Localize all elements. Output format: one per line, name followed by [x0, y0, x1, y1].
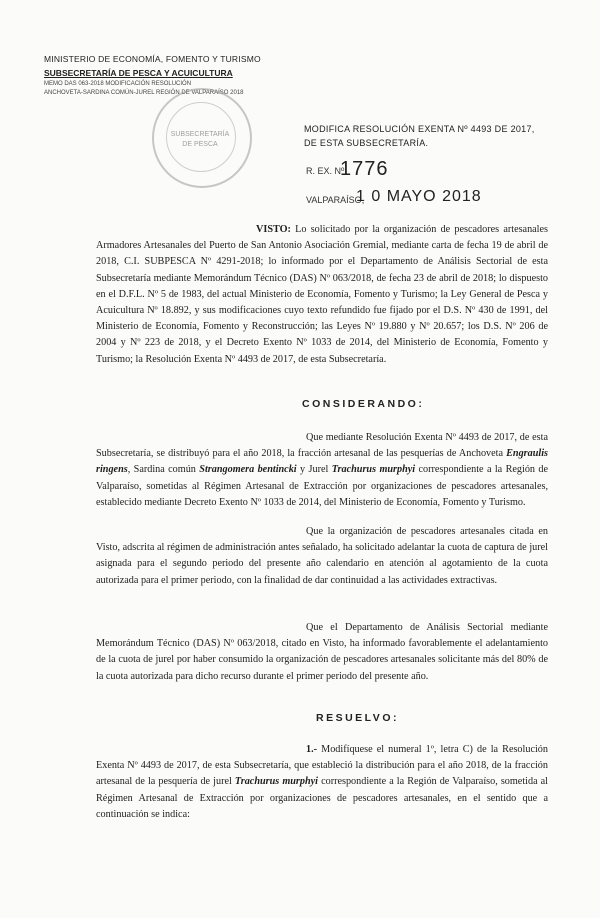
- reference-line-1: MODIFICA RESOLUCIÓN EXENTA Nº 4493 DE 2017,: [304, 124, 535, 134]
- resuelvo-paragraph-1: 1.- Modifíquese el numeral 1º, letra C) de la Resolución Exenta Nº 4493 de 2017, de esta Subsecretaría, que estableció la distribución para el año 2018, de la fracción artesanal de la pesquería de jurel Trachurus murphyi correspondiente a la Región de Valparaíso, sometida al Régimen Artesanal de Extracción por organizaciones de pescadores artesanales, en el sentido que a continuación se indica:: [96, 744, 549, 820]
- visto-label: VISTO:: [256, 224, 291, 235]
- place-label: VALPARAÍSO,: [306, 195, 365, 205]
- considerando-paragraph-2: Que la organización de pescadores artesanales citada en Visto, adscrita al régimen de administración antes señalado, ha solicitado adelantar la cuota de captura de jurel asignada para el segundo periodo del presente año calendario en atención al agotamiento de la cuota autorizada para el primer periodo, con la finalidad de dar continuidad a las actividades extractivas.: [96, 526, 548, 586]
- memo-subject: ANCHOVETA-SARDINA COMÚN-JUREL REGIÓN DE VALPARAÍSO 2018: [44, 90, 244, 96]
- rex-number: 1776: [340, 158, 389, 180]
- considerando-heading: CONSIDERANDO:: [302, 398, 425, 410]
- resuelvo-heading: RESUELVO:: [316, 712, 399, 724]
- official-seal-text: SUBSECRETARÍA DE PESCA: [170, 131, 230, 148]
- resolution-date: 1 0 MAYO 2018: [356, 188, 482, 205]
- document-header: [44, 54, 274, 96]
- rex-label: R. EX. Nº: [306, 166, 345, 176]
- resuelvo-item-number: 1.-: [306, 744, 318, 755]
- visto-paragraph: [96, 222, 548, 368]
- species-engraulis: Engraulis ringens: [96, 448, 549, 476]
- subsecretaria-name: SUBSECRETARÍA DE PESCA Y ACUICULTURA: [44, 68, 233, 78]
- species-trachurus-resuelvo: Trachurus murphyi: [234, 776, 318, 788]
- memo-reference: MEMO DAS 063-2018 MODIFICACIÓN RESOLUCIÓN: [44, 81, 192, 87]
- resolution-reference: [304, 122, 535, 150]
- considerando-paragraph-1: Que mediante Resolución Exenta Nº 4493 de 2017, de esta Subsecretaría, se distribuyó para el año 2018, la fracción artesanal de las pesquerías de Anchoveta Engraulis ringens, Sardina común Strangomera bentincki y Jurel Trachurus murphyi correspondiente a la Región de Valparaíso, sometidas al Régimen Artesanal de Extracción por organizaciones de pescadores artesanales, establecido mediante Decreto Exento Nº 1033 de 2014, del Ministerio de Economía, Fomento y Turismo.: [96, 432, 549, 508]
- visto-text: Lo solicitado por la organización de pescadores artesanales Armadores Artesanales del Puerto de San Antonio Asociación Gremial, mediante carta de fecha 19 de abril de 2018, C.I. SUBPESCA Nº 4291-2018; lo informado por el Departamento de Análisis Sectorial de esta Subsecretaría mediante Memorándum Técnico (DAS) Nº 063/2018, de fecha 23 de abril de 2018; lo dispuesto en el D.F.L. Nº 5 de 1983, del actual Ministerio de Economía, Fomento y Turismo; la Ley General de Pesca y Acuicultura Nº 18.892, y sus modificaciones cuyo texto refundido fue fijado por el D.S. Nº 430 de 1991, del Ministerio de Economía, Fomento y Reconstrucción; las Leyes Nº 19.880 y Nº 20.657; los D.S. Nº 206 de 2004 y Nº 223 de 2018, y el Decreto Exento Nº 1033 de 2014, del Ministerio de Economía, Fomento y Turismo; la Resolución Exenta Nº 4493 de 2017, de esta Subsecretaría.: [96, 224, 549, 365]
- species-strangomera: Strangomera bentincki: [199, 464, 297, 476]
- considerando-paragraph-3: Que el Departamento de Análisis Sectorial mediante Memorándum Técnico (DAS) Nº 063/2018, citado en Visto, ha informado favorablemente el adelantamiento de la cuota de jurel por haber consumido la organización de pescadores artesanales solicitante más del 80% de la cuota autorizada para dicho recurso durante el primer periodo del presente año.: [96, 622, 548, 682]
- species-trachurus: Trachurus murphyi: [331, 464, 416, 476]
- ministry-name: MINISTERIO DE ECONOMÍA, FOMENTO Y TURISMO: [44, 54, 261, 64]
- reference-line-2: DE ESTA SUBSECRETARÍA.: [304, 138, 429, 148]
